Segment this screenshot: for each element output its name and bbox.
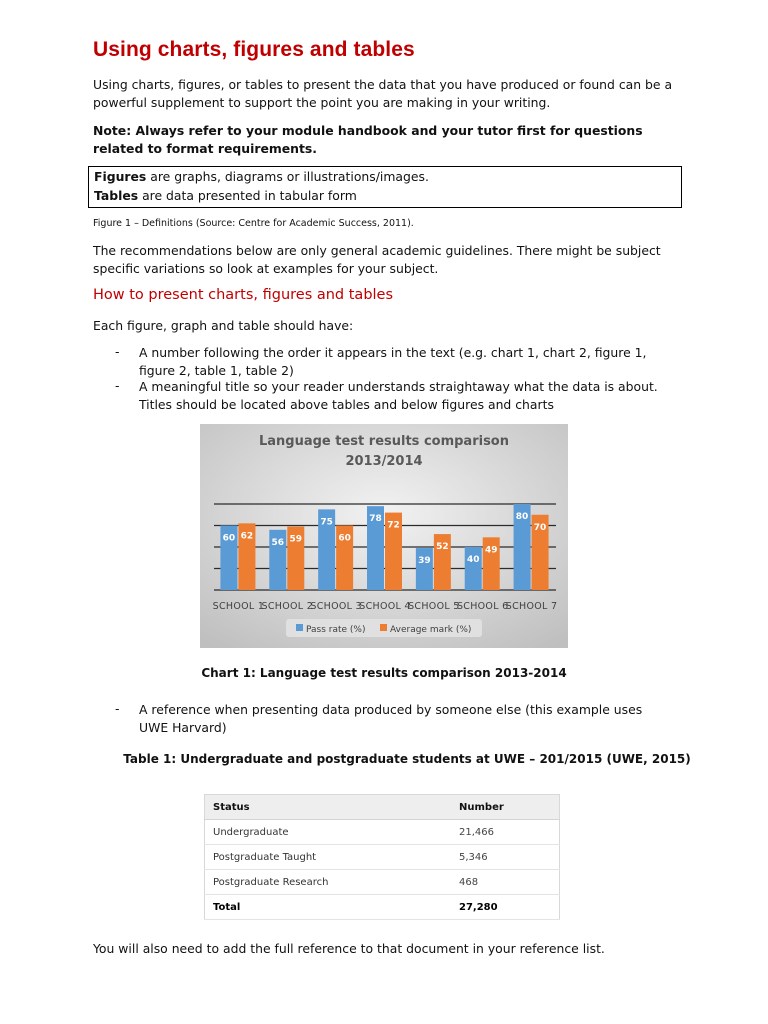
- table-total-row: [205, 895, 560, 920]
- bar-data-label: 75: [320, 517, 333, 528]
- table-row: [205, 820, 560, 845]
- bar-data-label: 78: [369, 514, 382, 525]
- legend-swatch: [380, 624, 387, 631]
- bar-data-label: 40: [466, 555, 480, 565]
- column-header-number: Number: [451, 795, 560, 820]
- figure1-caption: Figure 1 – Definitions (Source: Centre for Academic Success, 2011).: [93, 218, 414, 229]
- table-header-row: [205, 795, 560, 820]
- note-label: Note:: [93, 123, 132, 138]
- tables-text: are data presented in tabular form: [138, 188, 357, 203]
- bar-data-label: 80: [515, 512, 529, 522]
- figures-term: Figures: [94, 169, 147, 184]
- bar-data-label: 72: [387, 520, 400, 531]
- bar-pass-rate: [416, 548, 433, 590]
- status-cell: Undergraduate: [205, 820, 452, 845]
- category-tick-label: SCHOOL 6: [456, 601, 509, 612]
- table-caption: Table 1: Undergraduate and postgraduate students at UWE – 201/2015 (UWE, 2015): [123, 752, 691, 766]
- bar-data-label: 60: [338, 533, 351, 544]
- tables-definition: [94, 188, 357, 203]
- legend-label: Average mark (%): [390, 625, 472, 635]
- bullet-dash: -: [115, 344, 120, 359]
- note-text: Always refer to your module handbook and your tutor first for questions related to format requirements.: [93, 123, 643, 156]
- chart-caption: Chart 1: Language test results comparison 2013-2014: [201, 666, 567, 680]
- tables-term: Tables: [94, 188, 139, 203]
- closing-paragraph: You will also need to add the full reference to that document in your reference list.: [93, 941, 605, 956]
- intro-paragraph: Using charts, figures, or tables to present the data that you have produced or found can be a powerful supplement to support the point you are making in your writing.: [93, 77, 673, 110]
- column-header-status: Status: [205, 795, 452, 820]
- bar-data-label: 60: [222, 533, 236, 544]
- chart-subtitle: 2013/2014: [345, 454, 423, 469]
- bullet-dash: -: [115, 378, 120, 393]
- category-tick-label: SCHOOL 5: [408, 601, 460, 612]
- number-cell: 21,466: [451, 820, 560, 845]
- category-tick-label: SCHOOL 1: [212, 601, 265, 612]
- students-table: [204, 794, 560, 920]
- table-row: [205, 870, 560, 895]
- bar-data-label: 39: [418, 556, 431, 567]
- figures-definition: [94, 169, 429, 184]
- note-paragraph: [93, 122, 683, 158]
- bar-pass-rate: [465, 547, 482, 590]
- status-cell: Postgraduate Research: [205, 870, 452, 895]
- number-cell: 5,346: [451, 845, 560, 870]
- section-heading: How to present charts, figures and tables: [93, 287, 394, 303]
- recommendations-paragraph: The recommendations below are only general academic guidelines. There might be subject specific variations so look at examples for your subject.: [93, 243, 661, 276]
- number-cell: 468: [451, 870, 560, 895]
- category-tick-label: SCHOOL 3: [310, 601, 362, 612]
- category-tick-label: SCHOOL 7: [505, 601, 558, 612]
- definitions-box: [88, 166, 682, 208]
- table-row: [205, 845, 560, 870]
- bar-data-label: 62: [240, 531, 254, 542]
- chart-title: Language test results comparison: [258, 434, 510, 449]
- category-tick-label: SCHOOL 4: [359, 601, 411, 612]
- status-cell: Postgraduate Taught: [205, 845, 452, 870]
- bullet-dash: -: [115, 701, 120, 716]
- bar-data-label: 59: [289, 534, 303, 545]
- bar-data-label: 70: [533, 522, 547, 533]
- bar-data-label: 56: [271, 537, 285, 548]
- bullet-item: A reference when presenting data produced by someone else (this example uses UWE Harvard): [139, 702, 643, 735]
- bar-data-label: 52: [436, 542, 449, 553]
- bar-data-label: 49: [484, 545, 498, 556]
- page-title: Using charts, figures and tables: [93, 38, 415, 61]
- figures-text: are graphs, diagrams or illustrations/images.: [146, 169, 429, 184]
- bullet-item: A meaningful title so your reader understands straightaway what the data is about. Titles should be located above tables and below figures and charts: [139, 379, 658, 412]
- legend-label: Pass rate (%): [306, 625, 366, 635]
- each-should-have: Each figure, graph and table should have:: [93, 318, 354, 333]
- chart-container: [200, 424, 568, 648]
- bar-chart: [200, 424, 568, 648]
- category-tick-label: SCHOOL 2: [261, 601, 314, 612]
- legend-swatch: [296, 624, 303, 631]
- total-label-cell: Total: [205, 895, 452, 920]
- total-value-cell: 27,280: [451, 895, 560, 920]
- bullet-item: A number following the order it appears in the text (e.g. chart 1, chart 2, figure 1, figure 2, table 1, table 2): [139, 345, 647, 378]
